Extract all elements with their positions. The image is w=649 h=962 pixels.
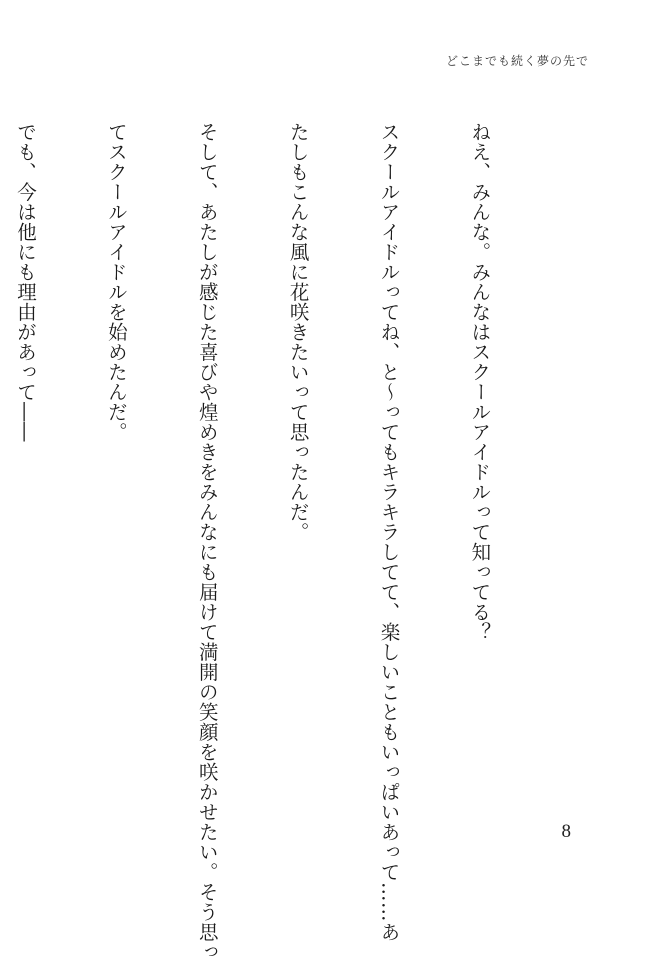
text-line: そして、あたしが感じた喜びや煌めきをみんなにも届けて満開の笑顔を咲かせたい。そう思っ <box>195 122 219 962</box>
text-line: でも、今は他にも理由があって―― <box>13 122 37 442</box>
running-head: どこまでも続く夢の先で <box>445 54 589 68</box>
page-number: 8 <box>561 821 571 842</box>
text-line: ねえ、みんな。みんなはスクールアイドルって知ってる？ <box>468 122 492 642</box>
text-line: てスクールアイドルを始めたんだ。 <box>104 122 128 442</box>
body-text <box>0 122 555 962</box>
text-line: たしもこんな風に花咲きたいって思ったんだ。 <box>286 122 310 542</box>
text-line: スクールアイドルってね、と～ってもキラキラしてて、楽しいこともいっぱいあって……あ <box>377 122 401 942</box>
